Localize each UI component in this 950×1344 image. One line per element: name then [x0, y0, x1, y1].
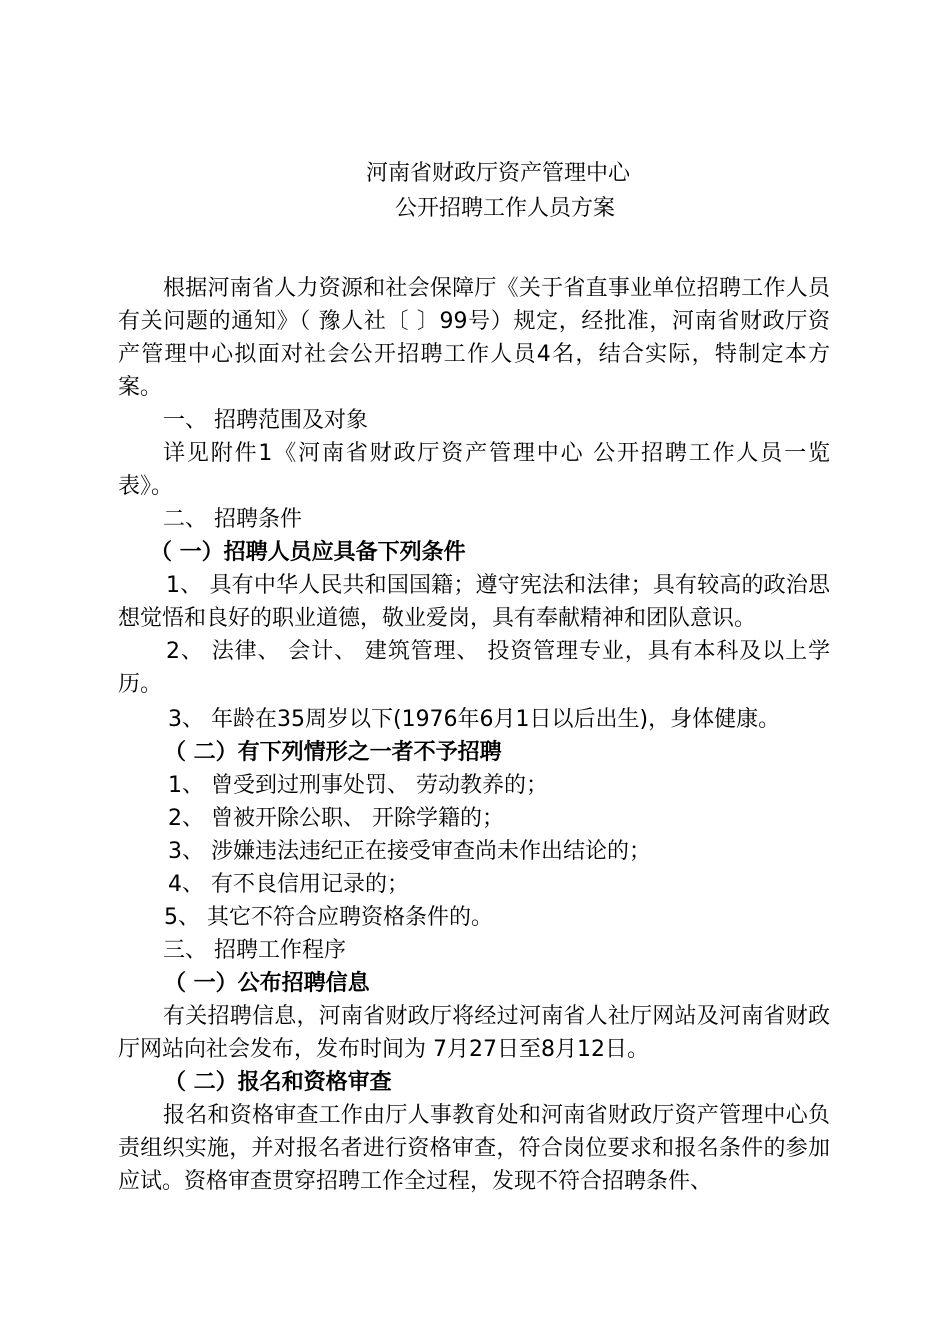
- exclusion-item: 3、 涉嫌违法违纪正在接受审查尚未作出结论的；: [168, 839, 651, 864]
- section2-subheading-2: （ 二）有下列情形之一者不予招聘: [164, 740, 502, 765]
- document-title-line2: 公开招聘工作人员方案: [394, 196, 615, 221]
- section3-paragraph-1: 有关招聘信息，河南省财政厅将经过河南省人社厅网站及河南省财政厅网站向社会发布，发布时间为 7月27日至8月12日。: [118, 1004, 830, 1062]
- exclusion-item: 1、 曾受到过刑事处罚、 劳动教养的；: [168, 773, 548, 798]
- section3-subheading-2: （ 二）报名和资格审查: [164, 1070, 392, 1095]
- exclusion-item: 5、 其它不符合应聘资格条件的。: [164, 905, 493, 930]
- document-title-line1: 河南省财政厅资产管理中心: [365, 161, 630, 186]
- section3-paragraph-2: 报名和资格审查工作由厅人事教育处和河南省财政厅资产管理中心负责组织实施，并对报名者进行资格审查，符合岗位要求和报名条件的参加应试。资格审查贯穿招聘工作全过程，发现不符合招聘条件、: [118, 1103, 830, 1194]
- section1-heading: 一、 招聘范围及对象: [163, 408, 368, 433]
- exclusion-item: 2、 曾被开除公职、 开除学籍的；: [168, 806, 504, 831]
- intro-paragraph: 根据河南省人力资源和社会保障厅《关于省直事业单位招聘工作人员有关问题的通知》（ 豫人社〔 〕99号）规定，经批准，河南省财政厅资产管理中心拟面对社会公开招聘工作人员4名，结合实际，特制定本方案。: [118, 276, 830, 400]
- document-body: [118, 272, 830, 1198]
- section2-heading: 二、 招聘条件: [163, 507, 302, 532]
- section3-heading: 三、 招聘工作程序: [163, 938, 346, 963]
- section1-paragraph: 详见附件1《河南省财政厅资产管理中心 公开招聘工作人员一览表》。: [118, 441, 830, 499]
- exclusion-item: 4、 有不良信用记录的；: [168, 872, 409, 897]
- section2-subheading-1: （ 一）招聘人员应具备下列条件: [150, 540, 466, 565]
- condition-item: 2、 法律、 会计、 建筑管理、 投资管理专业，具有本科及以上学历。: [118, 639, 830, 697]
- condition-item: 1、 具有中华人民共和国国籍；遵守宪法和法律；具有较高的政治思想觉悟和良好的职业道德，敬业爱岗，具有奉献精神和团队意识。: [118, 573, 830, 631]
- section3-subheading-1: （ 一）公布招聘信息: [164, 971, 370, 996]
- condition-item: 3、 年龄在35周岁以下(1976年6月1日以后出生)，身体健康。: [168, 707, 781, 732]
